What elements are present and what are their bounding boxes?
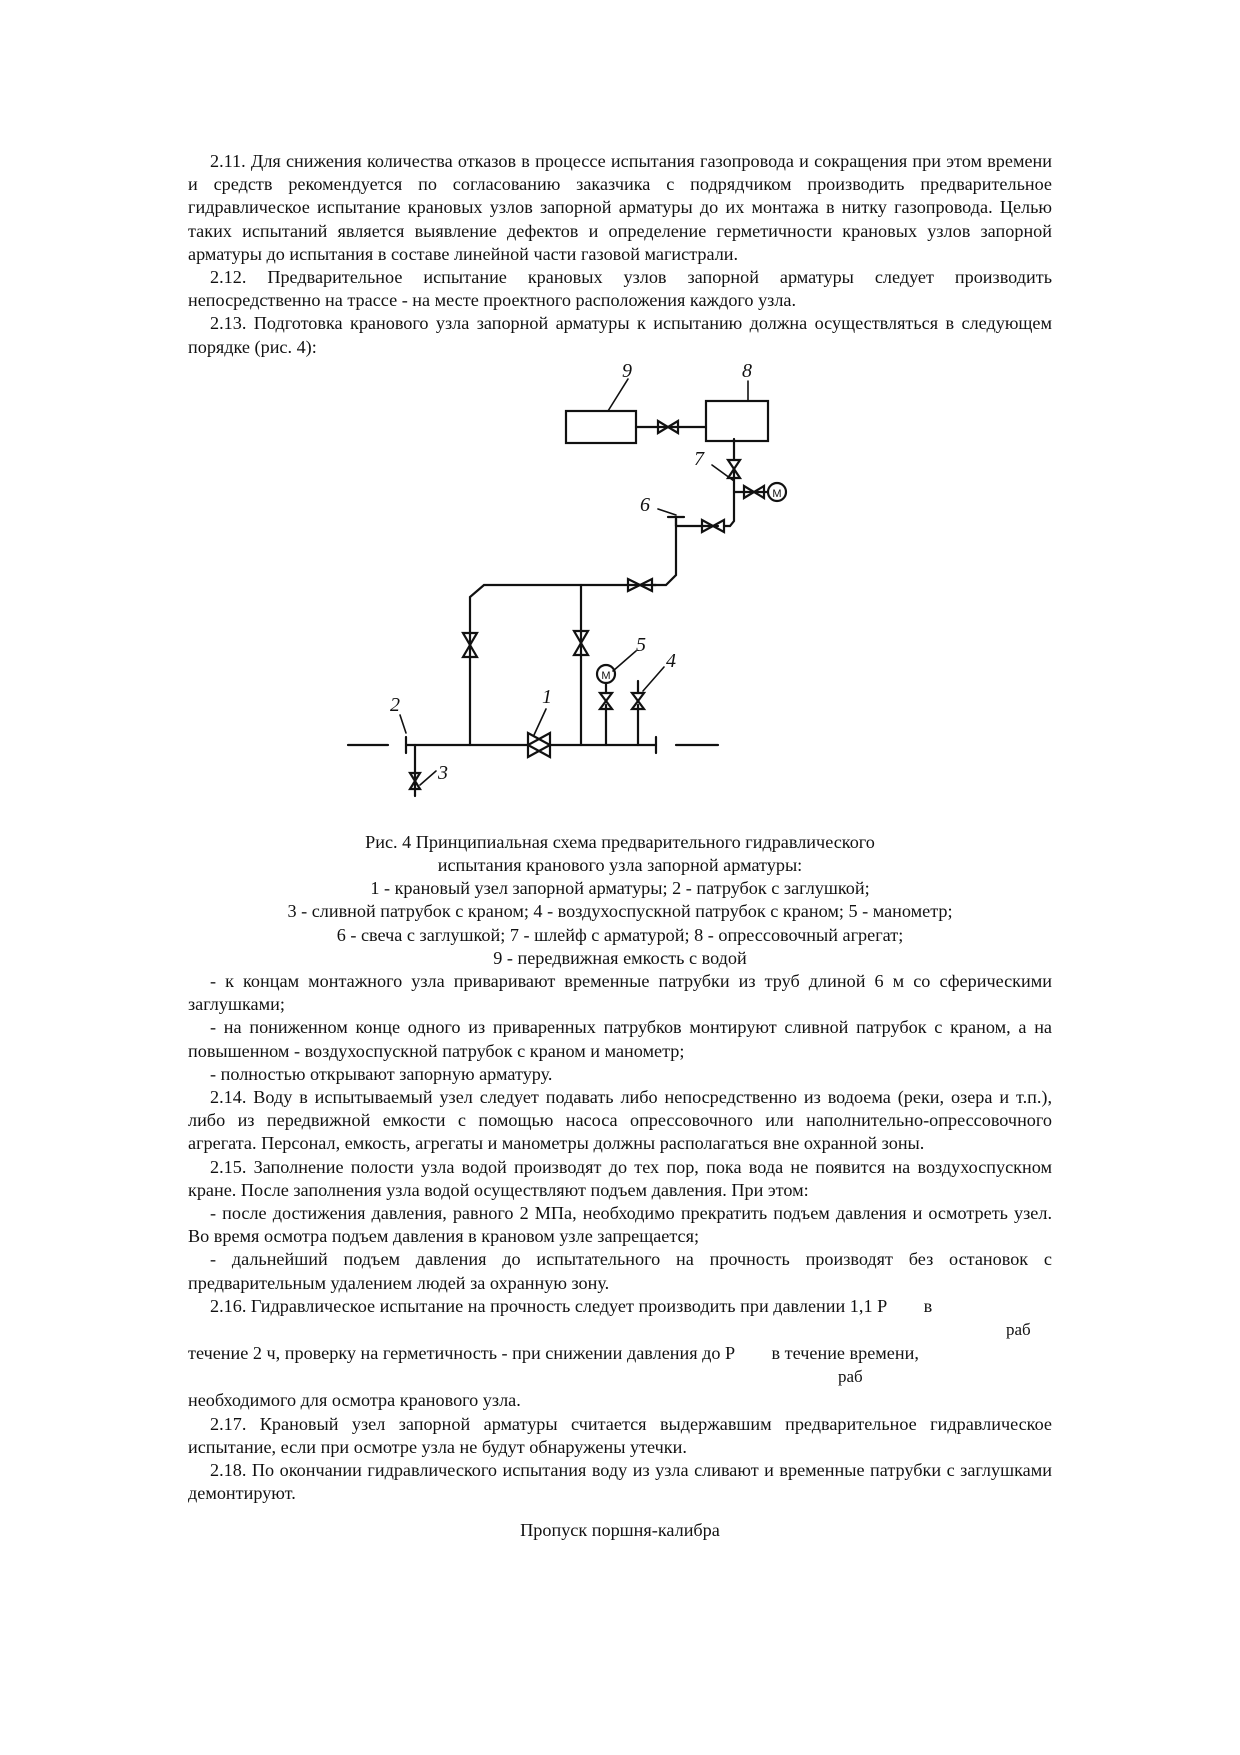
label-6: 6 bbox=[640, 493, 650, 516]
label-7: 7 bbox=[694, 447, 704, 470]
paragraph-2-11: 2.11. Для снижения количества отказов в процессе испытания газопровода и сокращения при этом времени и средств рекомендуется по согласованию заказчика с подрядчиком производить предварительное гидравлическое испытание крановых узлов запорной арматуры до их монтажа в нитку газопровода. Целью таких испытаний является выявление дефектов и определение герметичности крановых узлов запорной арматуры до испытания в составе линейной части газовой магистрали. bbox=[188, 151, 1052, 264]
main-valve-icon bbox=[528, 733, 550, 757]
figure-4-schematic bbox=[188, 361, 1052, 831]
figure-caption bbox=[188, 831, 1052, 970]
section-heading: Пропуск поршня-калибра bbox=[520, 1520, 720, 1541]
list-item-open-valve: - полностью открывают запорную арматуру. bbox=[210, 1063, 553, 1084]
pressure-unit-box bbox=[706, 401, 768, 441]
gauge-upper-symbol: М bbox=[772, 487, 782, 500]
caption-line: 3 - сливной патрубок с краном; 4 - воздухоспускной патрубок с краном; 5 - манометр; bbox=[287, 901, 953, 922]
p216-line1: 2.16. Гидравлическое испытание на прочность следует производить при давлении 1,1 Р в bbox=[210, 1295, 933, 1316]
hydraulic-test-diagram bbox=[188, 361, 1052, 831]
label-2: 2 bbox=[390, 693, 400, 716]
label-9: 9 bbox=[622, 360, 632, 382]
paragraph-2-16 bbox=[188, 1295, 1052, 1413]
paragraph-2-18: 2.18. По окончании гидравлического испытания воду из узла сливают и временные патрубки с заглушками демонтируют. bbox=[188, 1459, 1052, 1504]
p216-line2: течение 2 ч, проверку на герметичность - при снижении давления до Р в течение времени, bbox=[188, 1343, 919, 1364]
paragraph-2-17: 2.17. Крановый узел запорной арматуры считается выдержавшим предварительное гидравлическое испытание, если при осмотре узла не будут обнаружены утечки. bbox=[188, 1413, 1052, 1457]
water-tank-box bbox=[566, 411, 636, 443]
label-3: 3 bbox=[438, 761, 448, 784]
label-4: 4 bbox=[666, 649, 676, 672]
caption-line: испытания кранового узла запорной арматуры: bbox=[437, 855, 803, 876]
paragraph-2-13: 2.13. Подготовка кранового узла запорной арматуры к испытанию должна осуществляться в следующем порядке (рис. 4): bbox=[188, 313, 1052, 357]
list-item-2mpa: - после достижения давления, равного 2 МПа, необходимо прекратить подъем давления и осмотреть узел. Во время осмотра подъем давления в крановом узле запрещается; bbox=[188, 1203, 1052, 1247]
bypass-line-left bbox=[470, 585, 656, 745]
subscript-rab-1: раб bbox=[1006, 1320, 1031, 1340]
caption-line: 6 - свеча с заглушкой; 7 - шлейф с арматурой; 8 - опрессовочный агрегат; bbox=[336, 924, 904, 945]
list-item-weld-pipes: - к концам монтажного узла приваривают временные патрубки из труб длиной 6 м со сферическими заглушками; bbox=[188, 971, 1052, 1015]
subscript-rab-2: раб bbox=[838, 1367, 863, 1387]
document-page bbox=[188, 150, 1052, 1543]
loop-line bbox=[652, 519, 676, 585]
caption-line: Рис. 4 Принципиальная схема предварительного гидравлического bbox=[365, 831, 875, 852]
label-8: 8 bbox=[742, 360, 752, 382]
paragraph-2-14: 2.14. Воду в испытываемый узел следует подавать либо непосредственно из водоема (реки, озера и т.п.), либо из передвижной емкости с помощью насоса опрессовочного или наполнительно-опрессовочного агрегата. Персонал, емкость, агрегаты и манометры должны располагаться вне охранной зоны. bbox=[188, 1087, 1052, 1154]
paragraph-2-15: 2.15. Заполнение полости узла водой производят до тех пор, пока вода не появится на воздухоспускном кране. После заполнения узла водой осуществляют подъем давления. При этом: bbox=[188, 1156, 1052, 1200]
list-item-drain-vent: - на пониженном конце одного из приваренных патрубков монтируют сливной патрубок с краном, а на повышенном - воздухоспускной патрубок с краном и манометр; bbox=[188, 1017, 1052, 1061]
gauge-main-symbol: М bbox=[601, 669, 611, 682]
caption-line: 1 - крановый узел запорной арматуры; 2 - патрубок с заглушкой; bbox=[370, 878, 870, 899]
paragraph-2-12: 2.12. Предварительное испытание крановых узлов запорной арматуры следует производить непосредственно на трассе - на месте проектного расположения каждого узла. bbox=[188, 267, 1052, 311]
caption-line: 9 - передвижная емкость с водой bbox=[493, 947, 747, 968]
list-item-further-rise: - дальнейший подъем давления до испытательного на прочность производят без остановок с предварительным удалением людей за охранную зону. bbox=[188, 1249, 1052, 1293]
label-1: 1 bbox=[542, 685, 552, 708]
p216-line3: необходимого для осмотра кранового узла. bbox=[188, 1390, 521, 1411]
label-5: 5 bbox=[636, 633, 646, 656]
